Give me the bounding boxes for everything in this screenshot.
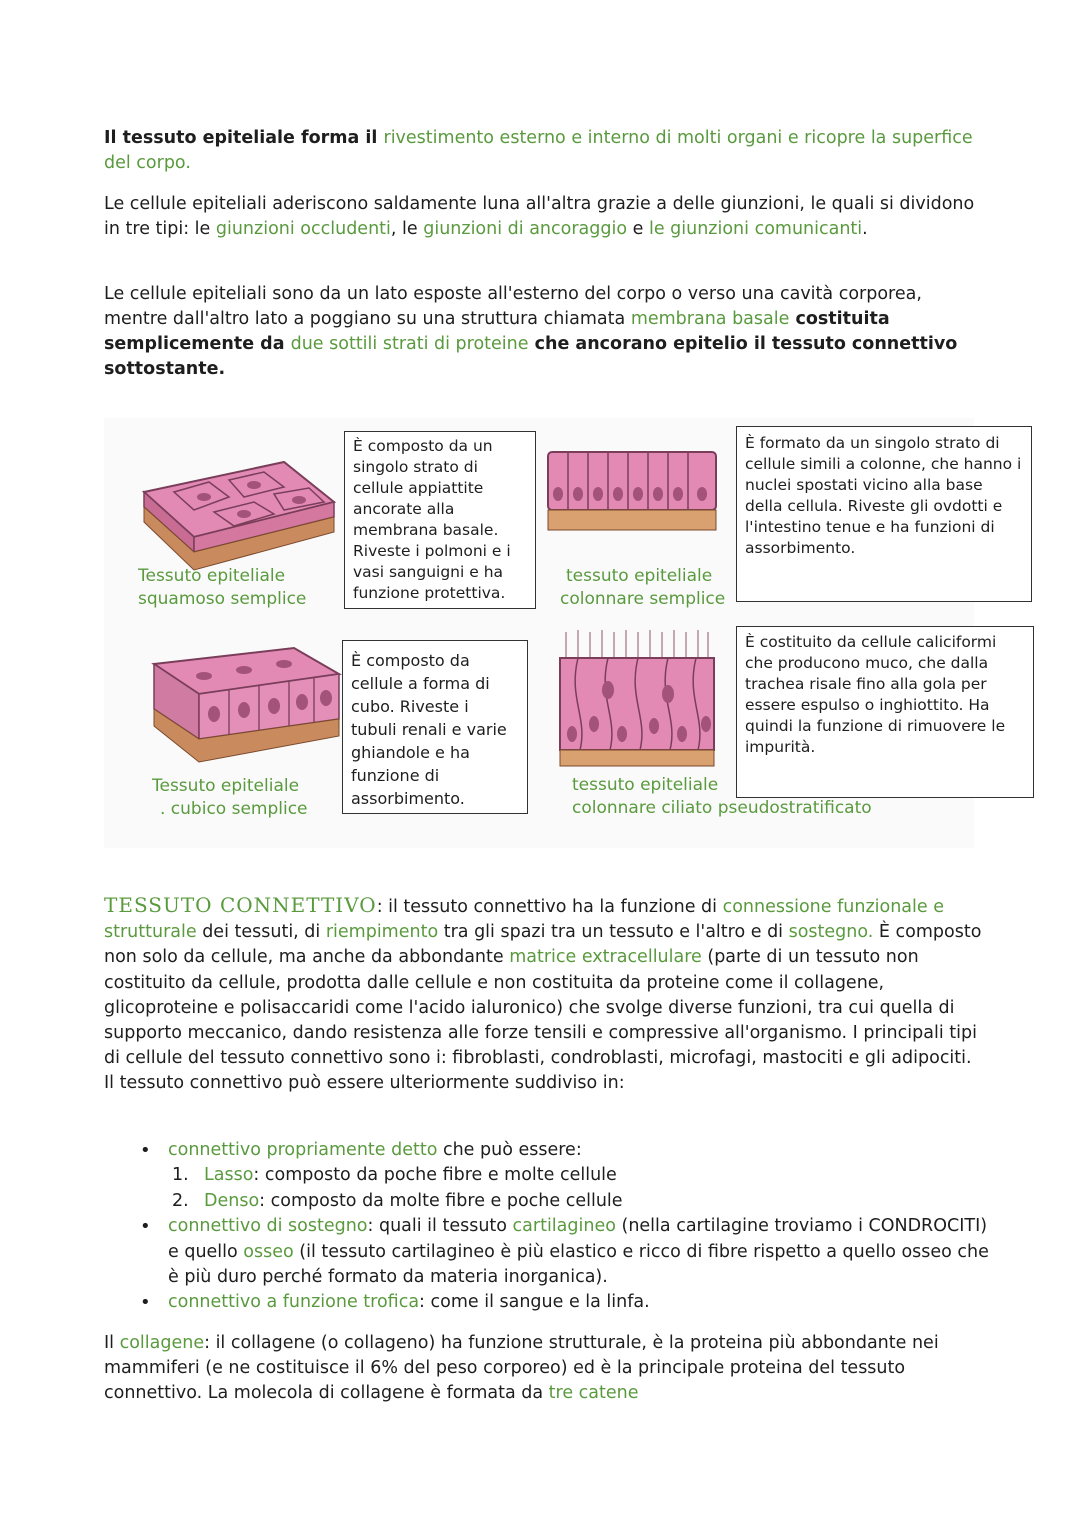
- text: È composto non solo da cellule, ma anche da abbondante: [104, 922, 982, 968]
- text: che può essere:: [437, 1140, 582, 1160]
- text: : composto da poche fibre e molte cellule: [253, 1165, 617, 1186]
- sublist: [168, 1163, 1000, 1214]
- highlight: cartilagineo: [512, 1216, 616, 1237]
- columnar-caption: [560, 565, 725, 611]
- description: È composto da cellule a forma di cubo. Riveste i tubuli renali e varie ghiandole e ha funzione di assorbimento.: [351, 651, 507, 808]
- text: Le cellule epiteliali sono da un lato esposte all'esterno del corpo o verso una cavità corporea, mentre dall'altro lato a poggiano su una struttura chiamata: [104, 284, 922, 329]
- highlight: membrana basale: [630, 309, 790, 329]
- epithelium-figure: [104, 418, 1022, 848]
- highlight: sostegno.: [788, 922, 874, 943]
- text: Le cellule epiteliali aderiscono saldamente luna all'altra grazie a delle giunzioni, le quali si dividono in tre tipi: le: [104, 194, 975, 239]
- intro-paragraph: [104, 126, 984, 176]
- squamous-epithelium-illustration: [134, 452, 339, 572]
- highlight: connettivo di sostegno: [168, 1216, 368, 1237]
- caption-line: colonnare semplice: [560, 589, 726, 609]
- description: È formato da un singolo strato di cellule simili a colonne, che hanno i nuclei spostati vicino alla base della cellula. Riveste gli ovdotti e l'intestino tenue e ha funzioni di assorbimento.: [745, 434, 1022, 557]
- highlight: Lasso: [204, 1165, 254, 1186]
- basal-membrane-paragraph: [104, 282, 984, 382]
- highlight: connettivo a funzione trofica: [168, 1292, 420, 1313]
- caption-line: squamoso semplice: [138, 589, 307, 609]
- cuboidal-epithelium-illustration: [144, 644, 344, 766]
- highlight: rivestimento esterno e interno di molti organi e ricopre la superfice del corpo.: [104, 128, 973, 173]
- highlight: Denso: [204, 1190, 260, 1211]
- highlight: giunzioni di ancoraggio: [423, 219, 628, 239]
- caption-line: tessuto epiteliale: [572, 775, 719, 795]
- list-item: [140, 1290, 1000, 1315]
- highlight: matrice extracellulare: [509, 947, 702, 968]
- highlight: connessione funzionale e strutturale: [104, 897, 944, 943]
- collagen-paragraph: [104, 1331, 984, 1406]
- text: dei tessuti, di: [196, 922, 326, 943]
- text: : composto da molte fibre e poche cellule: [259, 1190, 623, 1211]
- text: che ancorano epitelio il tessuto connettivo sottostante.: [104, 334, 958, 379]
- text: : quali il tessuto: [367, 1216, 513, 1237]
- highlight: riempimento: [325, 922, 439, 943]
- text: e: [627, 219, 649, 239]
- connective-paragraph: [104, 893, 984, 1097]
- text: costituita semplicemente da: [104, 309, 890, 354]
- highlight: due sottili strati di proteine: [290, 334, 529, 354]
- caption-line: tessuto epiteliale: [566, 566, 713, 586]
- text: .: [862, 219, 868, 239]
- columnar-description-box: [736, 426, 1032, 602]
- ciliated-description-box: [736, 626, 1034, 798]
- squamous-caption: [138, 565, 306, 611]
- highlight: osseo: [243, 1241, 294, 1262]
- cuboidal-description-box: [342, 640, 528, 814]
- caption-line: . cubico semplice: [160, 799, 308, 819]
- list-item: [140, 1138, 1000, 1214]
- item-number: 1.: [172, 1165, 189, 1186]
- text: Il: [104, 1333, 120, 1353]
- text: : il tessuto connettivo ha la funzione di: [376, 897, 723, 917]
- junctions-paragraph: [104, 192, 984, 242]
- text: (parte di un tessuto non costituito da cellule, prodotta dalle cellule e non costituita da proteine come il collagene, glicoproteine e polisaccaridi come l'acido ialuronico) che svolge diverse funzioni, tra cui quella di supporto meccanico, dando resistenza alle forze tensili e compressive all'organismo. I principali tipi di cellule del tessuto connettivo sono i: fibroblasti, condroblasti, microfagi, mastociti e gli adipociti. Il tessuto connettivo può essere ulteriormente suddiviso in:: [104, 947, 977, 1094]
- description: È costituito da cellule caliciformi che producono muco, che dalla trachea risale fino alla gola per essere espulso o inghiottito. Ha quindi la funzione di rimuovere le impurità.: [745, 633, 1006, 756]
- text: : il collagene (o collageno) ha funzione strutturale, è la proteina più abbondante nei mammiferi (e ne costituisce il 6% del peso corporeo) ed è la principale proteina del tessuto connettivo. La molecola di collagene è formata da: [104, 1333, 939, 1403]
- highlight: collagene: [119, 1333, 205, 1353]
- highlight: giunzioni occludenti: [215, 219, 391, 239]
- description: È composto da un singolo strato di cellule appiattite ancorate alla membrana basale. Riveste i polmoni e i vasi sanguigni e ha funzione protettiva.: [353, 437, 511, 602]
- section-heading: TESSUTO CONNETTIVO: [104, 893, 377, 917]
- columnar-epithelium-illustration: [546, 448, 718, 534]
- text: tra gli spazi tra un tessuto e l'altro e di: [438, 922, 789, 943]
- text: Il tessuto epiteliale forma il: [104, 128, 384, 148]
- item-number: 2.: [172, 1190, 189, 1211]
- list-item: [140, 1214, 1000, 1290]
- squamous-description-box: [344, 431, 536, 609]
- text: (nella cartilagine troviamo i CONDROCITI) e quello: [168, 1216, 988, 1262]
- sublist-item: [168, 1189, 1000, 1214]
- highlight: tre catene: [548, 1383, 639, 1403]
- highlight: le giunzioni comunicanti: [648, 219, 863, 239]
- cuboidal-caption: [152, 775, 308, 821]
- connective-types-list: [140, 1138, 1000, 1316]
- sublist-item: [168, 1163, 1000, 1188]
- ciliated-epithelium-illustration: [558, 628, 718, 768]
- text: (il tessuto cartilagineo è più elastico e ricco di fibre rispetto a quello osseo che è più duro perché formato da materia inorganica).: [168, 1241, 989, 1288]
- text: , le: [390, 219, 424, 239]
- caption-line: Tessuto epiteliale: [138, 566, 286, 586]
- caption-line: colonnare ciliato pseudostratificato: [572, 798, 872, 818]
- caption-line: Tessuto epiteliale: [152, 776, 300, 796]
- highlight: connettivo propriamente detto: [168, 1140, 438, 1160]
- text: : come il sangue e la linfa.: [419, 1292, 650, 1313]
